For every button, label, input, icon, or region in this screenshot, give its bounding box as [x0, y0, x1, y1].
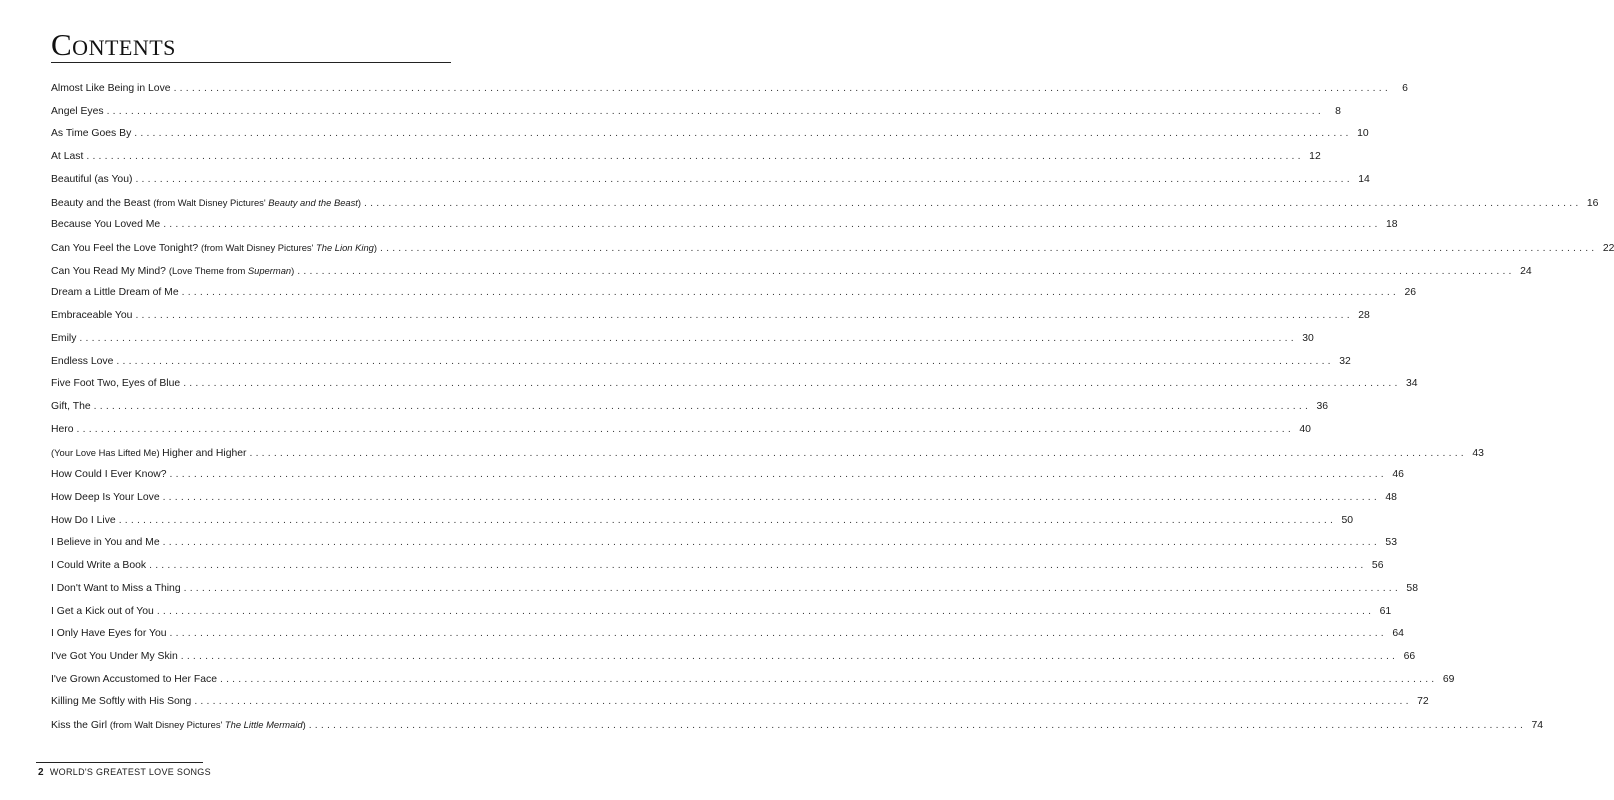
toc-entry-page: 28	[1358, 310, 1370, 322]
toc-entry-title	[51, 646, 178, 669]
toc-entry-page: 43	[1472, 447, 1484, 459]
dot-leader: ........................................................................................................................................................................................................	[93, 401, 1312, 413]
toc-entry-title	[51, 578, 181, 601]
toc-entry-page: 74	[1531, 720, 1544, 732]
toc-entry-title	[51, 510, 116, 533]
toc-entry-text: Angel Eyes	[51, 105, 104, 117]
toc-entry	[51, 192, 1599, 215]
toc-entry	[51, 123, 1369, 146]
toc-entry-title	[51, 532, 160, 555]
toc-entry	[51, 464, 1404, 487]
toc-entry	[51, 373, 1418, 396]
dot-leader: ........................................................................................................................................................................................................	[297, 265, 1515, 277]
toc-entry-page: 18	[1386, 219, 1398, 231]
toc-entry-title	[51, 555, 146, 578]
toc-entry-page: 16	[1586, 197, 1599, 209]
dot-leader: ........................................................................................................................................................................................................	[180, 650, 1399, 662]
toc-entry-page: 34	[1406, 378, 1418, 390]
toc-entry	[51, 623, 1404, 646]
dot-leader: ........................................................................................................................................................................................................	[118, 514, 1337, 526]
toc-entry-title	[51, 487, 160, 510]
toc-entry-page: 10	[1357, 128, 1369, 140]
dot-leader: ........................................................................................................................................................................................................	[134, 128, 1352, 140]
toc-entry-text: Beauty and the Beast	[51, 197, 154, 209]
toc-entry-title	[51, 623, 167, 646]
toc-entry-page: 72	[1417, 696, 1429, 708]
toc-entry-note: )	[373, 242, 378, 254]
toc-entry-text: Endless Love	[51, 355, 114, 367]
toc-entry-page: 56	[1371, 560, 1384, 572]
toc-entry-title	[51, 237, 377, 261]
toc-entry	[51, 646, 1416, 669]
toc-entry-text: I Don't Want to Miss a Thing	[51, 582, 181, 594]
dot-leader: ........................................................................................................................................................................................................	[308, 720, 1527, 732]
dot-leader: ........................................................................................................................................................................................................	[183, 582, 1401, 594]
toc-entry-page: 66	[1403, 650, 1416, 662]
toc-entry-title	[51, 101, 104, 124]
toc-entry-title	[51, 214, 160, 237]
toc-entry-text: Almost Like Being in Love	[51, 83, 171, 94]
toc-entry-page: 8	[1335, 105, 1341, 117]
title-rule	[51, 62, 451, 63]
toc-entry-title	[51, 669, 217, 692]
dot-leader: ........................................................................................................................................................................................................	[79, 332, 1297, 344]
toc-entry-title	[51, 351, 113, 374]
toc-entry	[51, 351, 1351, 374]
toc-entry-page: 46	[1392, 469, 1404, 481]
toc-entry	[51, 260, 1532, 283]
toc-entry	[51, 578, 1418, 601]
toc-entry-page: 50	[1341, 514, 1354, 526]
toc-entry	[51, 442, 1484, 465]
toc-entry	[51, 78, 1408, 101]
toc-entry-note: )	[291, 264, 295, 276]
toc-entry-text: How Do I Live	[51, 514, 116, 526]
toc-entry-title	[51, 691, 191, 714]
toc-entry-title	[51, 260, 294, 284]
toc-entry-page: 30	[1302, 332, 1314, 344]
toc-entry-text: Can You Read My Mind?	[51, 265, 169, 277]
dot-leader: ........................................................................................................................................................................................................	[169, 628, 1387, 640]
toc-entry-note: The Little Mermaid	[224, 719, 303, 731]
toc-entry-text: Because You Loved Me	[51, 219, 161, 231]
toc-entry-title	[51, 714, 306, 738]
toc-entry-title	[51, 464, 167, 487]
toc-entry	[51, 510, 1354, 533]
toc-list	[51, 78, 1614, 737]
toc-entry	[51, 146, 1321, 169]
footer-book-title: WORLD'S GREATEST LOVE SONGS	[49, 767, 211, 777]
toc-entry-page: 22	[1602, 243, 1614, 255]
dot-leader: ........................................................................................................................................................................................................	[364, 197, 1582, 209]
toc-entry-text: Higher and Higher	[162, 447, 247, 459]
toc-entry	[51, 282, 1416, 305]
dot-leader: ........................................................................................................................................................................................................	[149, 560, 1367, 572]
toc-entry-title	[51, 192, 361, 216]
toc-entry-note: (from Walt Disney Pictures'	[201, 242, 317, 254]
toc-entry-page: 40	[1299, 423, 1311, 435]
dot-leader: ........................................................................................................................................................................................................	[169, 469, 1387, 481]
toc-entry-text: Kiss the Girl	[51, 720, 110, 732]
toc-entry-page: 61	[1379, 605, 1392, 617]
toc-entry	[51, 714, 1544, 737]
toc-entry-text: Emily	[51, 332, 77, 344]
dot-leader: ........................................................................................................................................................................................................	[106, 105, 1324, 117]
toc-entry	[51, 305, 1370, 328]
dot-leader: ........................................................................................................................................................................................................	[86, 151, 1304, 163]
toc-entry-title	[51, 373, 180, 396]
toc-entry-page: 64	[1392, 628, 1404, 640]
toc-entry-page: 53	[1385, 537, 1397, 549]
toc-entry-text: How Deep Is Your Love	[51, 491, 160, 503]
toc-entry	[51, 532, 1397, 555]
toc-entry	[51, 691, 1429, 714]
footer-page-number: 2	[38, 767, 44, 778]
toc-entry	[51, 237, 1614, 260]
toc-entry	[51, 601, 1392, 624]
toc-entry	[51, 169, 1370, 192]
toc-entry-page: 58	[1406, 582, 1418, 594]
toc-entry-page: 6	[1402, 83, 1408, 94]
toc-entry-text: I Only Have Eyes for You	[51, 628, 167, 640]
page-title: Contents	[51, 27, 176, 62]
dot-leader: ........................................................................................................................................................................................................	[135, 173, 1353, 185]
toc-entry-title	[51, 601, 154, 624]
toc-entry-title	[51, 419, 74, 442]
toc-entry-title	[51, 328, 76, 351]
toc-entry-title	[51, 282, 179, 305]
toc-entry-text: I Could Write a Book	[51, 560, 147, 572]
toc-entry-page: 32	[1339, 355, 1351, 367]
toc-entry-note: (Your Love Has Lifted Me)	[51, 446, 163, 458]
toc-entry-text: Gift, The	[51, 401, 91, 413]
dot-leader: ........................................................................................................................................................................................................	[116, 355, 1334, 367]
toc-entry-text: Can You Feel the Love Tonight?	[51, 243, 202, 255]
toc-entry-text: Killing Me Softly with His Song	[51, 696, 192, 708]
toc-entry	[51, 555, 1384, 578]
toc-entry	[51, 214, 1398, 237]
toc-entry	[51, 396, 1329, 419]
toc-entry-text: Hero	[51, 423, 74, 435]
toc-entry-note: (from Walt Disney Pictures'	[153, 196, 269, 208]
toc-entry-text: As Time Goes By	[51, 128, 132, 140]
toc-entry-note: Superman	[247, 264, 292, 276]
toc-entry-page: 48	[1385, 491, 1397, 503]
toc-entry-title	[51, 123, 131, 146]
toc-entry-page: 26	[1404, 287, 1416, 299]
toc-entry	[51, 101, 1341, 124]
toc-entry-page: 69	[1442, 673, 1455, 685]
footer	[38, 766, 211, 779]
toc-entry-title	[51, 78, 171, 101]
toc-entry-text: I Believe in You and Me	[51, 537, 160, 549]
toc-entry-title	[51, 169, 132, 192]
dot-leader: ........................................................................................................................................................................................................	[181, 287, 1399, 299]
toc-entry-title	[51, 396, 91, 419]
toc-entry	[51, 669, 1455, 692]
toc-entry-text: How Could I Ever Know?	[51, 469, 167, 481]
toc-entry-page: 36	[1316, 401, 1329, 413]
dot-leader: ........................................................................................................................................................................................................	[162, 537, 1380, 549]
dot-leader: ........................................................................................................................................................................................................	[173, 83, 1391, 94]
toc-entry-text: Dream a Little Dream of Me	[51, 287, 179, 299]
toc-entry-title	[51, 146, 83, 169]
toc-entry	[51, 419, 1311, 442]
dot-leader: ........................................................................................................................................................................................................	[220, 673, 1438, 685]
dot-leader: ........................................................................................................................................................................................................	[135, 310, 1353, 322]
toc-entry-page: 24	[1520, 265, 1532, 277]
toc-entry-note: (Love Theme from	[168, 264, 248, 276]
toc-entry-text: I've Got You Under My Skin	[51, 650, 178, 662]
dot-leader: ........................................................................................................................................................................................................	[194, 696, 1412, 708]
footer-rule	[36, 762, 203, 763]
dot-leader: ........................................................................................................................................................................................................	[156, 605, 1375, 617]
toc-entry-title	[51, 442, 247, 466]
dot-leader: ........................................................................................................................................................................................................	[163, 219, 1381, 231]
dot-leader: ........................................................................................................................................................................................................	[183, 378, 1401, 390]
dot-leader: ........................................................................................................................................................................................................	[249, 447, 1467, 459]
toc-entry-text: Beautiful (as You)	[51, 173, 133, 185]
toc-entry-page: 14	[1358, 173, 1370, 185]
dot-leader: ........................................................................................................................................................................................................	[76, 423, 1294, 435]
toc-entry-note: )	[357, 196, 362, 208]
dot-leader: ........................................................................................................................................................................................................	[162, 491, 1380, 503]
toc-entry-text: Embraceable You	[51, 310, 133, 322]
toc-entry	[51, 328, 1314, 351]
toc-entry-text: I Get a Kick out of You	[51, 605, 154, 617]
toc-entry	[51, 487, 1397, 510]
toc-entry-note: Beauty and the Beast	[268, 196, 358, 208]
dot-leader: ........................................................................................................................................................................................................	[380, 243, 1598, 255]
toc-entry-text: At Last	[51, 151, 84, 163]
toc-entry-note: The Lion King	[316, 242, 374, 254]
toc-entry-note: )	[302, 719, 306, 731]
toc-entry-page: 12	[1309, 151, 1321, 163]
toc-entry-text: Five Foot Two, Eyes of Blue	[51, 378, 181, 390]
toc-entry-text: I've Grown Accustomed to Her Face	[51, 673, 217, 685]
toc-entry-note: (from Walt Disney Pictures'	[109, 719, 225, 731]
toc-entry-title	[51, 305, 132, 328]
